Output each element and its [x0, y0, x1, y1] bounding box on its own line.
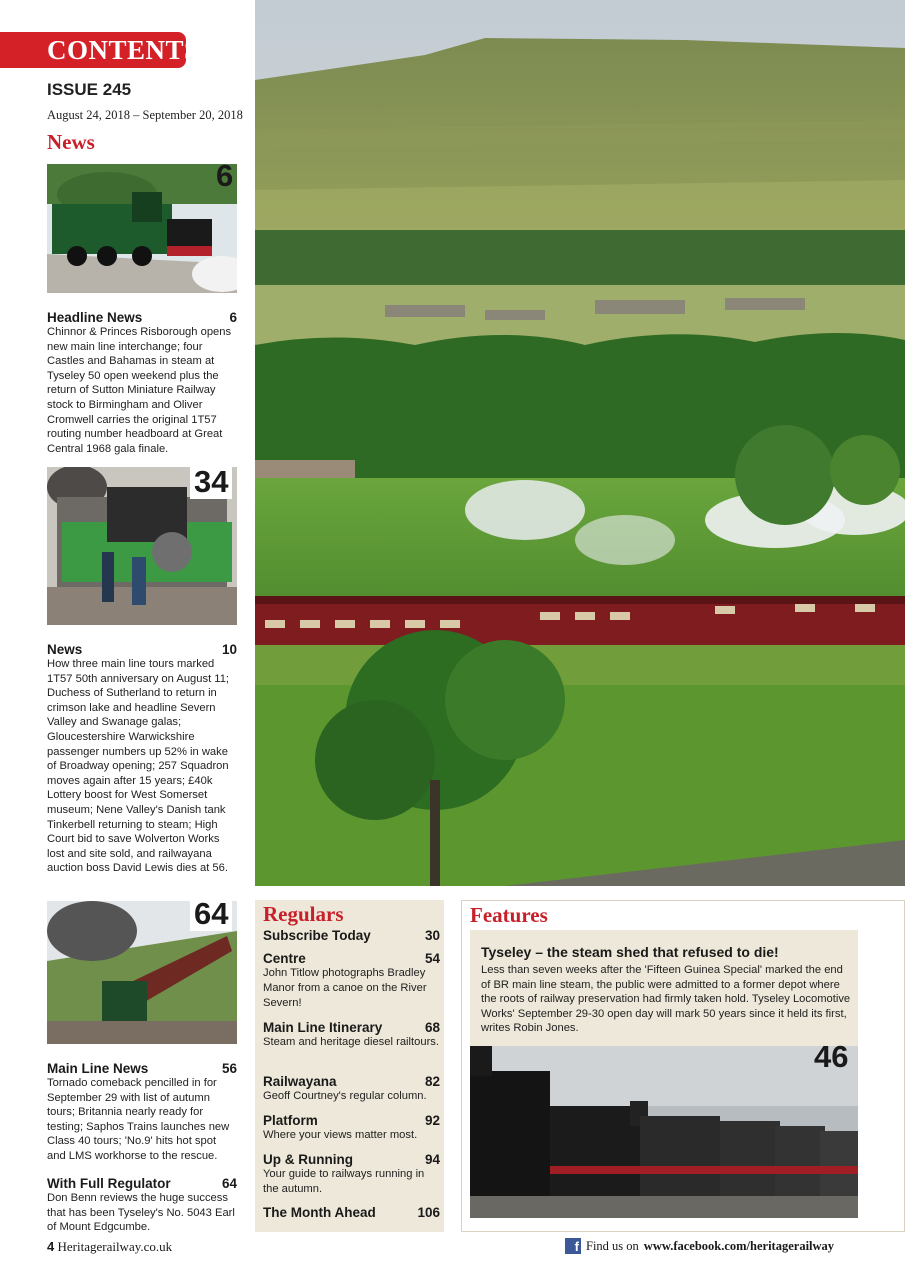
- full-regulator-entry[interactable]: [47, 1176, 237, 1235]
- regular-railwayana[interactable]: [263, 1074, 440, 1104]
- regular-title: Centre: [263, 951, 306, 966]
- tyseley-locomotives-photo: [470, 1046, 858, 1218]
- regular-page: 30: [424, 928, 440, 943]
- headline-news-entry[interactable]: [47, 310, 237, 456]
- issue-dates: August 24, 2018 – September 20, 2018: [47, 108, 243, 122]
- regular-page: 92: [424, 1113, 440, 1128]
- footer-site: Heritagerailway.co.uk: [57, 1239, 173, 1254]
- regular-title: Subscribe Today: [263, 928, 371, 943]
- issue-number: ISSUE 245: [47, 80, 132, 99]
- feature-headline: Tyseley – the steam shed that refused to die!: [481, 944, 779, 960]
- steam-train-landscape-photo: [255, 0, 905, 886]
- regular-title: Main Line Itinerary: [263, 1020, 383, 1035]
- regular-summary: Your guide to railways running in the autumn.: [263, 1168, 425, 1195]
- headline-news-photo[interactable]: [47, 164, 237, 293]
- footer-page-info: [47, 1239, 172, 1255]
- features-heading: Features: [470, 903, 548, 927]
- feature-photo[interactable]: [470, 1046, 858, 1218]
- regular-title: Railwayana: [263, 1074, 337, 1089]
- regular-centre[interactable]: [263, 951, 440, 1011]
- news-section-heading: News: [47, 130, 95, 154]
- news-page: 10: [221, 642, 237, 657]
- headline-news-title: Headline News: [47, 310, 143, 325]
- facebook-link[interactable]: [565, 1238, 834, 1254]
- full-regulator-summary: Don Benn reviews the huge success that has been Tyseley's No. 5043 Earl of Mount Edgcumbe.: [47, 1192, 235, 1234]
- regular-title: The Month Ahead: [263, 1205, 376, 1220]
- regular-page: 94: [424, 1152, 440, 1167]
- regular-page: 106: [417, 1205, 440, 1220]
- thumb-page-6: 6: [216, 158, 234, 193]
- facebook-icon: f: [565, 1238, 581, 1254]
- full-regulator-page: 64: [221, 1176, 237, 1191]
- main-line-news-summary: Tornado comeback pencilled in for September 29 with list of autumn tours; Britannia nearly ready for testing; Saphos Trains launches new Class 40 tours; 'No.9' hits hot spot and LMS workhorse to the rescue.: [47, 1077, 230, 1162]
- contents-tab: [0, 32, 200, 68]
- regular-summary: Steam and heritage diesel railtours.: [263, 1036, 439, 1048]
- regular-summary: John Titlow photographs Bradley Manor from a canoe on the River Severn!: [263, 967, 427, 1009]
- feature-summary: Less than seven weeks after the 'Fifteen Guinea Special' marked the end of BR main line steam, the public were admitted to a former depot where the roots of railway preservation had firmly taken hold. Tyseley Locomotive Works' September 29-30 open day will mark 50 years since it held its first, writes Robin Jones.: [481, 964, 851, 1034]
- contents-label: CONTENTS: [47, 35, 200, 65]
- regular-title: Platform: [263, 1113, 318, 1128]
- feature-tyseley-entry[interactable]: [470, 930, 858, 1046]
- thumb-page-64: 64: [190, 897, 232, 931]
- facebook-prefix: Find us on: [586, 1238, 639, 1253]
- news-entry[interactable]: [47, 642, 237, 876]
- regular-platform[interactable]: [263, 1113, 440, 1143]
- news-title: News: [47, 642, 83, 657]
- main-line-news-title: Main Line News: [47, 1061, 149, 1076]
- full-regulator-title: With Full Regulator: [47, 1176, 171, 1191]
- thumb-page-34: 34: [190, 465, 232, 499]
- regular-page: 54: [424, 951, 440, 966]
- main-line-news-entry[interactable]: [47, 1061, 237, 1164]
- main-line-news-page: 56: [221, 1061, 237, 1076]
- headline-news-summary: Chinnor & Princes Risborough opens new main line interchange; four Castles and Bahamas in steam at Tyseley 50 open weekend plus the return of Sutton Miniature Railway stock to Birmingham and Oliver Cromwell carries the original 1T57 routing number headboard at Great Central 1968 gala finale.: [47, 326, 232, 455]
- page-number: 4: [47, 1239, 55, 1254]
- cover-landscape-photo: [255, 0, 905, 886]
- news-summary: How three main line tours marked 1T57 50th anniversary on August 11; Duchess of Sutherland to return in crimson lake and headline Severn Valley and Swanage galas; Gloucestershire Warwickshire passenger numbers up 52% in wake of Broadway opening; 257 Squadron moves again after 15 years; £40k Lottery boost for West Somerset museum; Nene Valley's Danish tank Tinkerbell returning to steam; High Court bid to save Wolverton Works lost and site sold, and railwayana auction boss David Lewis dies at 56.: [47, 658, 230, 875]
- locomotive-photo-1: [47, 164, 237, 293]
- thumb-page-46: 46: [814, 1039, 849, 1074]
- regular-month-ahead[interactable]: [263, 1205, 440, 1220]
- headline-news-page: 6: [229, 310, 237, 325]
- regular-page: 82: [424, 1074, 440, 1089]
- regular-summary: Geoff Courtney's regular column.: [263, 1090, 427, 1102]
- regular-title: Up & Running: [263, 1152, 353, 1167]
- regular-page: 68: [424, 1020, 440, 1035]
- regular-summary: Where your views matter most.: [263, 1129, 418, 1141]
- regulars-panel: [255, 900, 444, 1232]
- regulars-heading: Regulars: [263, 902, 344, 926]
- regular-subscribe[interactable]: [263, 928, 440, 943]
- regular-itinerary[interactable]: [263, 1020, 440, 1050]
- facebook-url: www.facebook.com/heritagerailway: [643, 1238, 835, 1253]
- regular-up-running[interactable]: [263, 1152, 440, 1197]
